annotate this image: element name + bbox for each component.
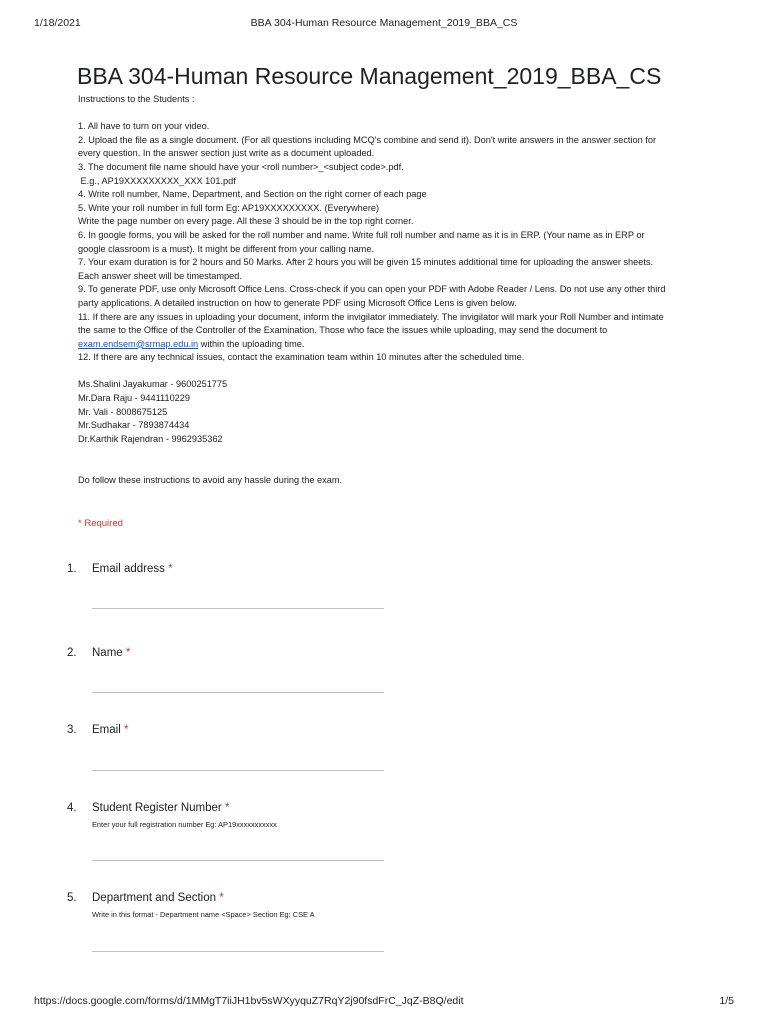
question-label bbox=[92, 724, 128, 736]
required-note: * Required bbox=[78, 518, 123, 529]
required-asterisk: * bbox=[168, 563, 173, 575]
department-section-field[interactable] bbox=[92, 951, 384, 952]
print-page-title: BBA 304-Human Resource Management_2019_BBA_CS bbox=[250, 17, 518, 29]
instruction-item: 1. All have to turn on your video. bbox=[78, 121, 210, 132]
print-date: 1/18/2021 bbox=[34, 17, 81, 29]
exam-email-link[interactable]: exam.endsem@srmap.edu.in bbox=[78, 338, 199, 349]
form-title: BBA 304-Human Resource Management_2019_BBA_CS bbox=[77, 63, 662, 89]
contact-item: Mr.Dara Raju - 9441110229 bbox=[78, 393, 191, 404]
register-number-field[interactable] bbox=[92, 860, 384, 861]
question-number: 5. bbox=[67, 892, 77, 904]
question-number: 3. bbox=[67, 724, 77, 736]
question-number: 4. bbox=[67, 802, 77, 814]
required-asterisk: * bbox=[125, 647, 131, 659]
required-asterisk: * bbox=[224, 802, 230, 814]
contact-item: Dr.Karthik Rajendran - 9962935362 bbox=[78, 433, 223, 444]
question-label-text: Email address bbox=[92, 563, 165, 575]
instruction-item: 12. If there are any technical issues, contact the examination team within 10 minutes after the scheduled time. bbox=[78, 352, 525, 363]
question-label-text: Department and Section bbox=[92, 892, 217, 904]
instructions-heading: Instructions to the Students : bbox=[78, 94, 195, 104]
question-help-text: Enter your full registration number Eg: AP19xxxxxxxxxxx bbox=[92, 820, 277, 829]
required-asterisk: * bbox=[123, 724, 129, 736]
instruction-item: 6. In google forms, you will be asked for the roll number and name. Write full roll number and name as it is in ERP. (Your name as in ERP or google classroom is a must). It might be different from your calling name. bbox=[78, 229, 645, 254]
contact-item: Mr.Sudhakar - 7893874434 bbox=[78, 420, 190, 431]
instruction-11-tail: within the uploading time. bbox=[198, 338, 305, 349]
instruction-item: 2. Upload the file as a single document. (For all questions including MCQ's combine and send it). Don't write answers in the answer section for every question. In the answer section just write as a document uploaded. bbox=[78, 134, 657, 159]
print-header bbox=[0, 17, 768, 31]
name-field[interactable] bbox=[92, 692, 384, 693]
question-label bbox=[92, 892, 224, 904]
page-number: 1/5 bbox=[719, 995, 734, 1007]
print-footer bbox=[0, 995, 768, 1009]
email-address-field[interactable] bbox=[92, 608, 384, 609]
closing-note: Do follow these instructions to avoid any hassle during the exam. bbox=[78, 474, 343, 485]
instruction-item: Write the page number on every page. All these 3 should be in the top right corner. bbox=[78, 216, 414, 227]
question-label bbox=[92, 802, 229, 814]
question-number: 1. bbox=[67, 563, 77, 575]
page-url: https://docs.google.com/forms/d/1MMgT7iiJH1bv5sWXyyquZ7RqY2j90fsdFrC_JqZ-B8Q/edit bbox=[34, 995, 464, 1007]
contact-item: Mr. Vali - 8008675125 bbox=[78, 406, 168, 417]
question-label bbox=[92, 563, 173, 575]
question-label-text: Email bbox=[92, 724, 121, 736]
question-label bbox=[92, 647, 130, 659]
question-label-text: Student Register Number bbox=[92, 802, 222, 814]
email-field[interactable] bbox=[92, 770, 384, 771]
instruction-item: 3. The document file name should have your <roll number>_<subject code>.pdf. bbox=[78, 161, 404, 172]
instruction-item: E.g., AP19XXXXXXXXX_XXX 101.pdf bbox=[78, 175, 236, 186]
required-asterisk: * bbox=[219, 892, 224, 904]
instruction-item: 5. Write your roll number in full form Eg: AP19XXXXXXXXX. (Everywhere) bbox=[78, 202, 380, 213]
contact-item: Ms.Shalini Jayakumar - 9600251775 bbox=[78, 379, 228, 390]
question-help-text: Write in this format - Department name <Space> Section Eg: CSE A bbox=[92, 910, 315, 919]
form-description bbox=[78, 93, 668, 487]
question-label-text: Name bbox=[92, 647, 123, 659]
instruction-11-text: 11. If there are any issues in uploading your document, inform the invigilator immediately. The invigilator will mark your Roll Number and intimate the same to the Office of the Controller of the Examination. Those who face the issues while uploading, may send the document to bbox=[78, 311, 664, 336]
question-number: 2. bbox=[67, 647, 77, 659]
instruction-item: 7. Your exam duration is for 2 hours and 50 Marks. After 2 hours you will be given 15 minutes additional time for uploading the answer sheets. Each answer sheet will be timestamped. bbox=[78, 257, 654, 281]
instruction-item: 4. Write roll number, Name, Department, and Section on the right corner of each page bbox=[78, 189, 427, 200]
instruction-item: 9. To generate PDF, use only Microsoft Office Lens. Cross-check if you can open your PDF with Adobe Reader / Lens. Do not use any other third party applications. A detailed instruction on how to generate PDF using Microsoft Office Lens is given below. bbox=[78, 284, 666, 308]
instruction-item-11 bbox=[78, 311, 668, 352]
